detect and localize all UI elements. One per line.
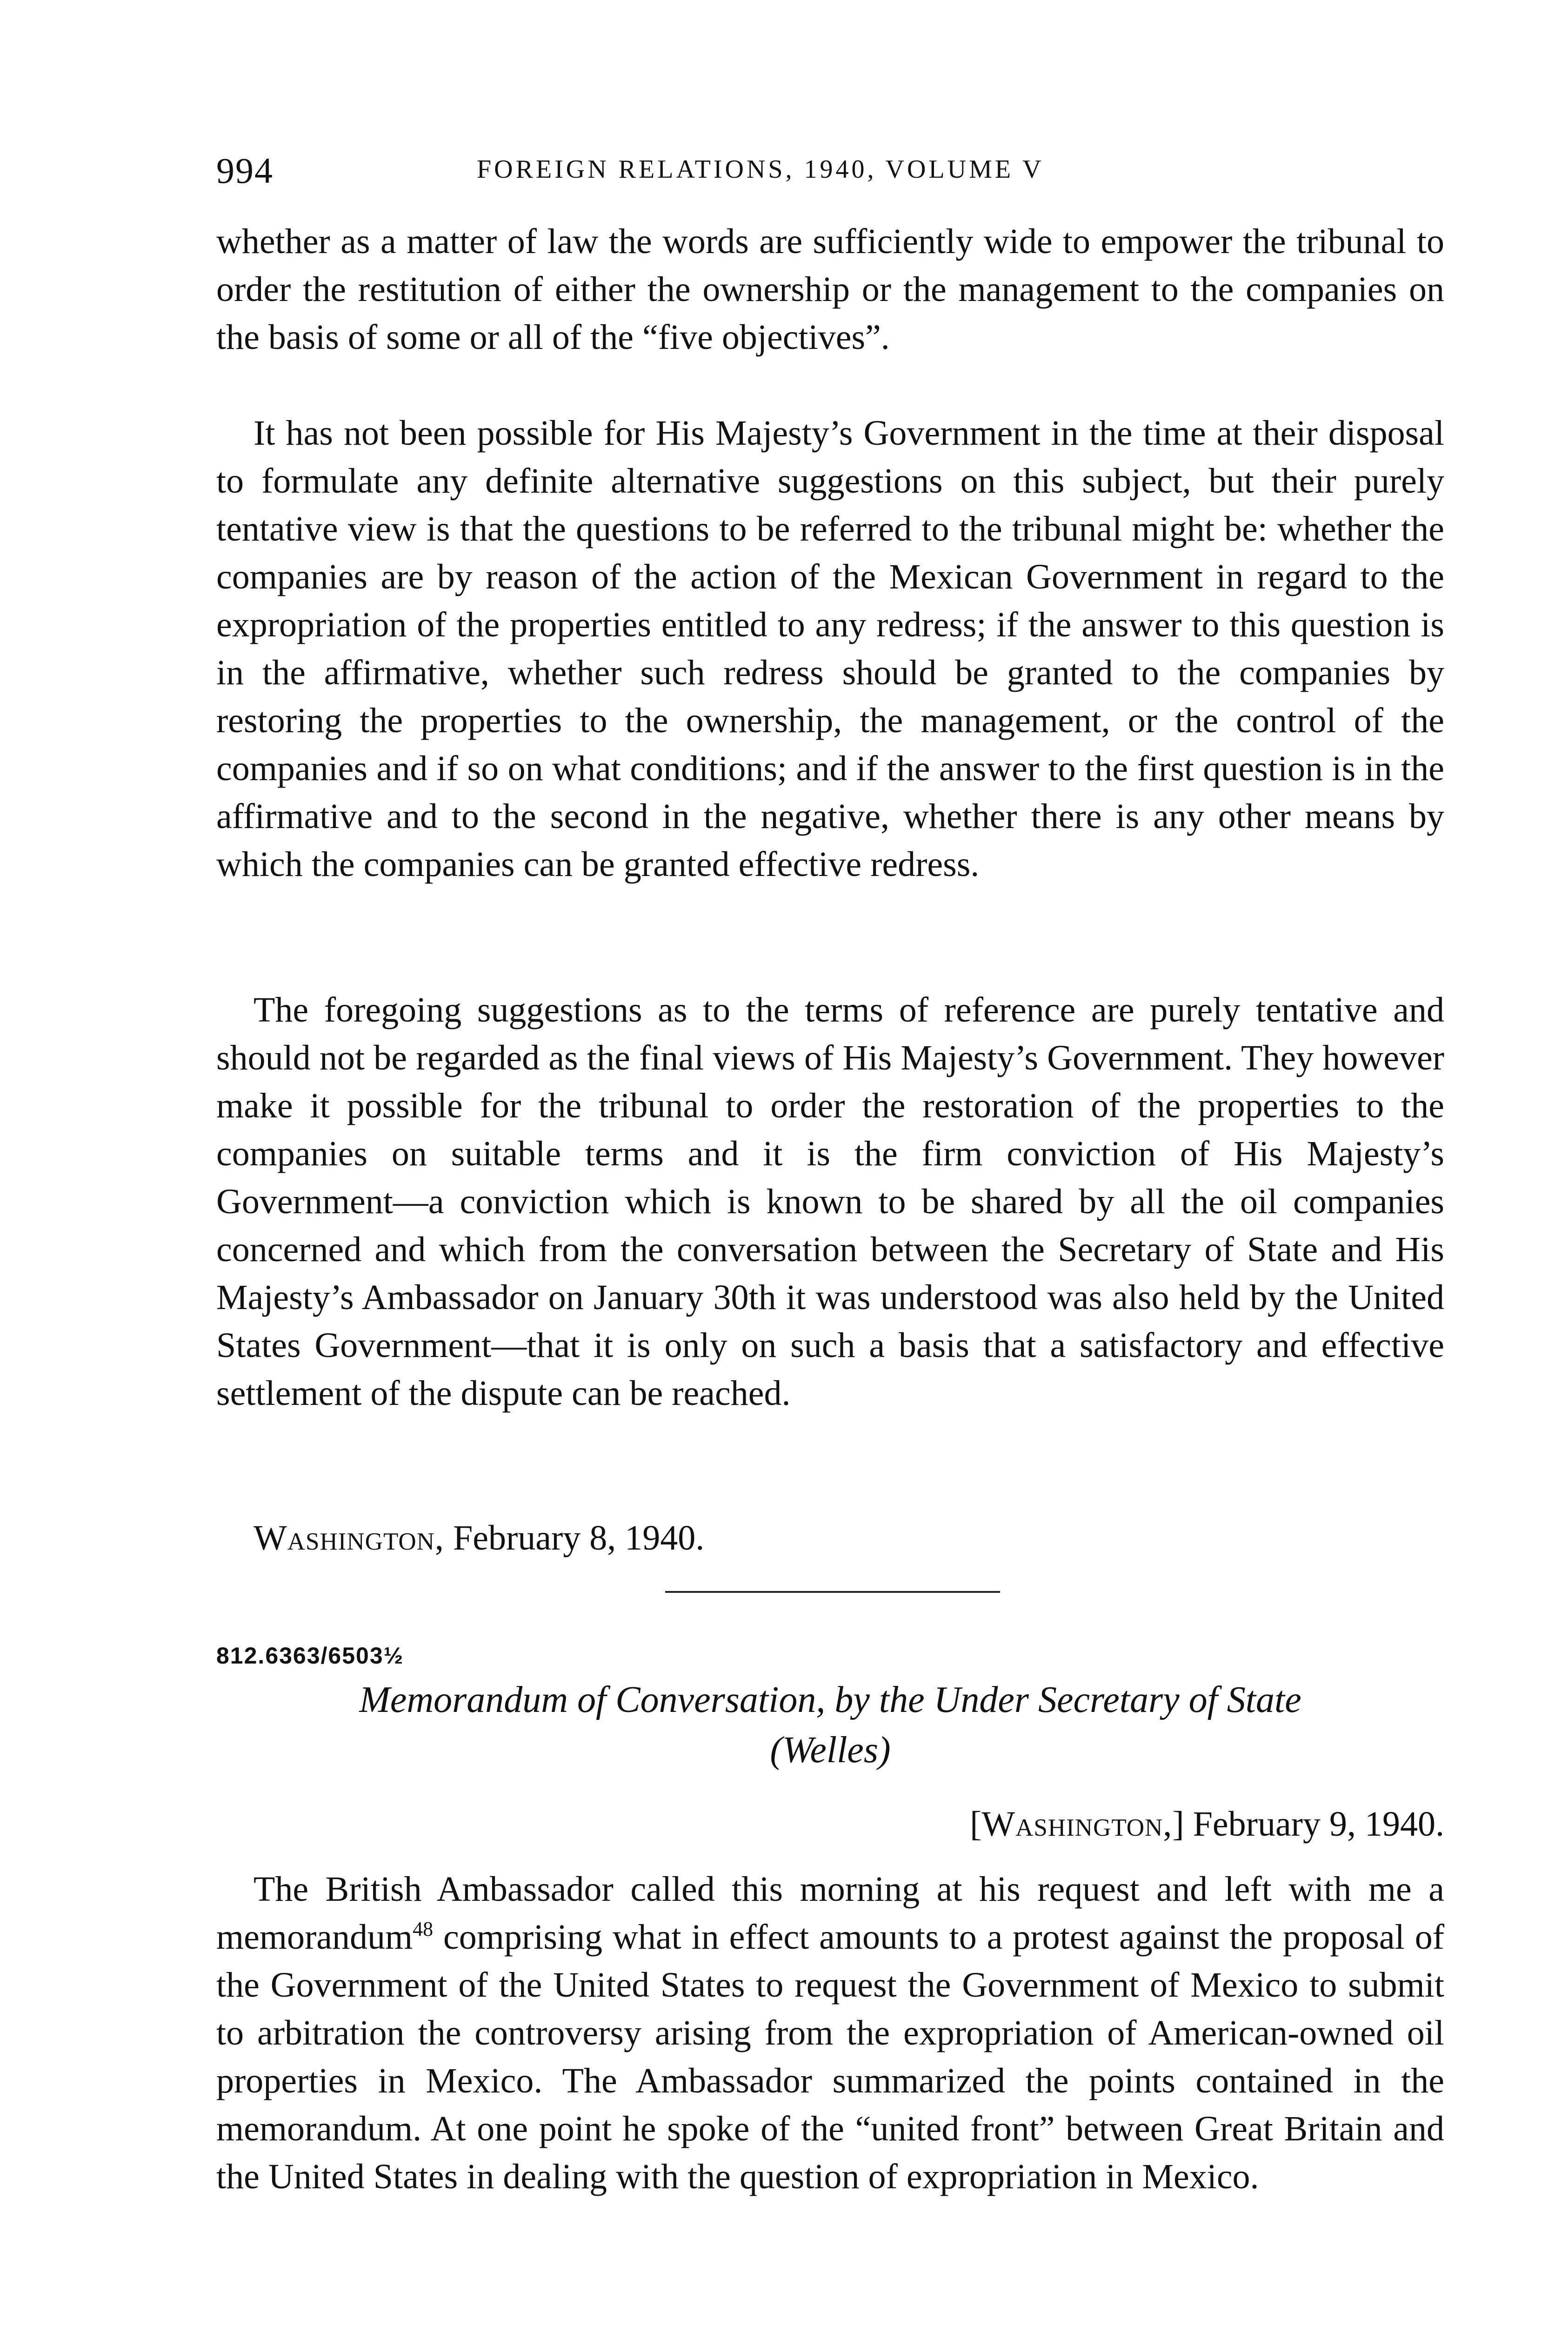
- paragraph-tentative-view: It has not been possible for His Majesty’s Government in the time at their disposal to formulate any definite alternative suggestions on this subject, but their purely tentative view is that the questions to be referred to the tribunal might be: whether the companies are by reason of the action of the Mexican Government in regard to the expropriation of the properties entitled to any redress; if the answer to this question is in the affirmative, whether such redress should be granted to the companies by restoring the properties to the ownership, the management, or the control of the companies and if so on what conditions; and if the answer to the first question is in the affirmative and to the second in the negative, whether there is any other means by which the companies can be granted effective redress.: [216, 414, 1444, 884]
- dateline-february-9: [970, 1800, 1444, 1848]
- footnote-reference: 48: [413, 1918, 434, 1940]
- paragraph-text-end: comprising what in effect amounts to a protest against the proposal of the Government of the United States to request the Government of Mexico to submit to arbitration the controversy arising from the expropriation of American-owned oil properties in Mexico. The Ambassador summarized the points contained in the memorandum. At one point he spoke of the “united front” between Great Britain and the United States in dealing with the question of expropriation in Mexico.: [216, 1918, 1444, 2196]
- page-number: 994: [216, 150, 274, 191]
- dateline-open-bracket: [: [970, 1805, 982, 1844]
- dateline-date: February 8, 1940.: [444, 1518, 705, 1557]
- dateline-place: Washington,: [254, 1518, 444, 1557]
- page-header: [216, 150, 1444, 192]
- dateline-place-2: Washington,: [981, 1805, 1173, 1844]
- paragraph-british-ambassador: [216, 1865, 1444, 2201]
- dateline-february-8: [254, 1514, 704, 1562]
- running-head: FOREIGN RELATIONS, 1940, VOLUME V: [477, 155, 1044, 184]
- document-title-line-2: (Welles): [770, 1730, 891, 1771]
- document-title: [216, 1675, 1444, 1775]
- document-title-line-1: Memorandum of Conversation, by the Under Secretary of State: [359, 1679, 1301, 1720]
- paragraph-foregoing-suggestions: The foregoing suggestions as to the terms of reference are purely tentative and should not be regarded as the final views of His Majesty’s Government. They however make it possible for the tribunal to order the restoration of the properties to the companies on suitable terms and it is the firm conviction of His Majesty’s Government—a conviction which is known to be shared by all the oil companies concerned and which from the conversation between the Secretary of State and His Majesty’s Ambassador on January 30th it was understood was also held by the United States Government—that it is only on such a basis that a satisfactory and effective settlement of the dispute can be reached.: [216, 990, 1444, 1413]
- section-divider: [665, 1591, 1000, 1593]
- paragraph-text-start: The British Ambassador called this morning at his request and left with me a memorandum: [216, 1870, 1444, 1957]
- paragraph-continuation: whether as a matter of law the words are sufficiently wide to empower the tribunal to order the restitution of either the ownership or the management to the companies on the basis of some or all of the “five objectives”.: [216, 222, 1444, 357]
- dateline-close-bracket: ]: [1172, 1805, 1184, 1844]
- dateline-date-2: February 9, 1940.: [1184, 1805, 1444, 1844]
- file-number: 812.6363/6503½: [216, 1643, 404, 1669]
